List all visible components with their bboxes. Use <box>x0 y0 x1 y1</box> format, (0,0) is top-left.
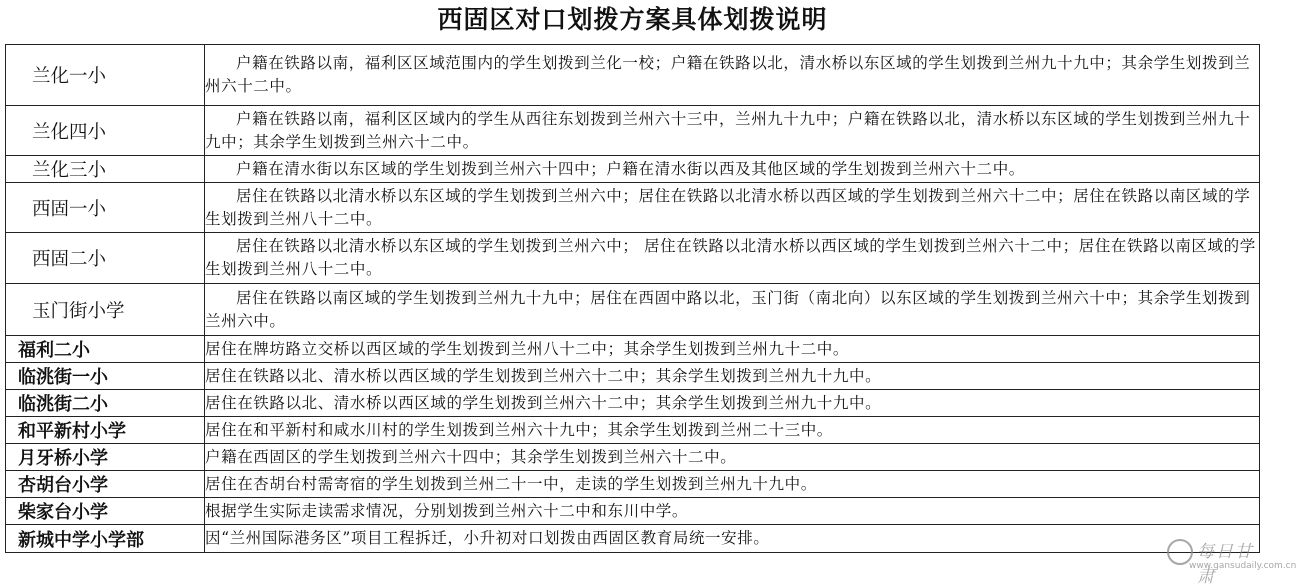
allocation-description: 户籍在铁路以南，福利区区域内的学生从西往东划拨到兰州六十三中，兰州九十九中；户籍在铁路以北，清水桥以东区域的学生划拨到兰州九十九中；其余学生划拨到兰州六十二中。 <box>205 106 1260 156</box>
table-row <box>6 284 1260 336</box>
watermark-url: www.gansudaily.com.cn <box>1189 561 1296 571</box>
allocation-description: 户籍在铁路以南，福利区区域范围内的学生划拨到兰化一校；户籍在铁路以北，清水桥以东区域的学生划拨到兰州九十九中；其余学生划拨到兰州六十二中。 <box>205 45 1260 106</box>
school-name: 和平新村小学 <box>6 417 205 444</box>
allocation-description: 居住在杏胡台村需寄宿的学生划拨到兰州二十一中，走读的学生划拨到兰州九十九中。 <box>205 471 1260 498</box>
table-row <box>6 525 1260 553</box>
allocation-description: 户籍在西固区的学生划拨到兰州六十四中；其余学生划拨到兰州六十二中。 <box>205 444 1260 471</box>
allocation-description: 居住在铁路以北清水桥以东区域的学生划拨到兰州六中； 居住在铁路以北清水桥以西区域的学生划拨到兰州六十二中；居住在铁路以南区域的学生划拨到兰州八十二中。 <box>205 233 1260 284</box>
allocation-description: 居住在铁路以北清水桥以东区域的学生划拨到兰州六中；居住在铁路以北清水桥以西区域的学生划拨到兰州六十二中；居住在铁路以南区域的学生划拨到兰州八十二中。 <box>205 183 1260 233</box>
school-name: 临洮街一小 <box>6 363 205 390</box>
table-row <box>6 363 1260 390</box>
school-name: 新城中学小学部 <box>6 525 205 553</box>
table-row <box>6 106 1260 156</box>
school-name: 西固二小 <box>6 233 205 284</box>
school-name: 临洮街二小 <box>6 390 205 417</box>
school-name: 杏胡台小学 <box>6 471 205 498</box>
allocation-description: 居住在牌坊路立交桥以西区域的学生划拨到兰州八十二中；其余学生划拨到兰州九十二中。 <box>205 336 1260 363</box>
table-row <box>6 233 1260 284</box>
table-row <box>6 336 1260 363</box>
school-name: 玉门街小学 <box>6 284 205 336</box>
table-row <box>6 444 1260 471</box>
school-name: 西固一小 <box>6 183 205 233</box>
watermark-logo <box>1167 537 1296 587</box>
allocation-description: 居住在和平新村和咸水川村的学生划拨到兰州六十九中；其余学生划拨到兰州二十三中。 <box>205 417 1260 444</box>
school-name: 兰化四小 <box>6 106 205 156</box>
table-row <box>6 183 1260 233</box>
allocation-description: 居住在铁路以南区域的学生划拨到兰州九十九中；居住在西固中路以北，玉门街（南北向）以东区域的学生划拨到兰州六十中；其余学生划拨到兰州六中。 <box>205 284 1260 336</box>
allocation-description: 因“兰州国际港务区”项目工程拆迁，小升初对口划拨由西固区教育局统一安排。 <box>205 525 1260 553</box>
watermark-text: 每日甘肃 <box>1197 542 1254 587</box>
table-row <box>6 417 1260 444</box>
school-name: 福利二小 <box>6 336 205 363</box>
allocation-description: 居住在铁路以北、清水桥以西区域的学生划拨到兰州六十二中；其余学生划拨到兰州九十九中。 <box>205 390 1260 417</box>
table-row <box>6 390 1260 417</box>
table-row <box>6 498 1260 525</box>
allocation-table <box>5 44 1260 553</box>
school-name: 柴家台小学 <box>6 498 205 525</box>
allocation-description: 根据学生实际走读需求情况，分别划拨到兰州六十二中和东川中学。 <box>205 498 1260 525</box>
allocation-description: 户籍在清水街以东区域的学生划拨到兰州六十四中；户籍在清水街以西及其他区域的学生划拨到兰州六十二中。 <box>205 156 1260 183</box>
table-row <box>6 156 1260 183</box>
table-row <box>6 471 1260 498</box>
table-row <box>6 45 1260 106</box>
school-name: 月牙桥小学 <box>6 444 205 471</box>
allocation-description: 居住在铁路以北、清水桥以西区域的学生划拨到兰州六十二中；其余学生划拨到兰州九十九中。 <box>205 363 1260 390</box>
school-name: 兰化三小 <box>6 156 205 183</box>
page-title: 西固区对口划拨方案具体划拨说明 <box>437 5 828 34</box>
school-name: 兰化一小 <box>6 45 205 106</box>
